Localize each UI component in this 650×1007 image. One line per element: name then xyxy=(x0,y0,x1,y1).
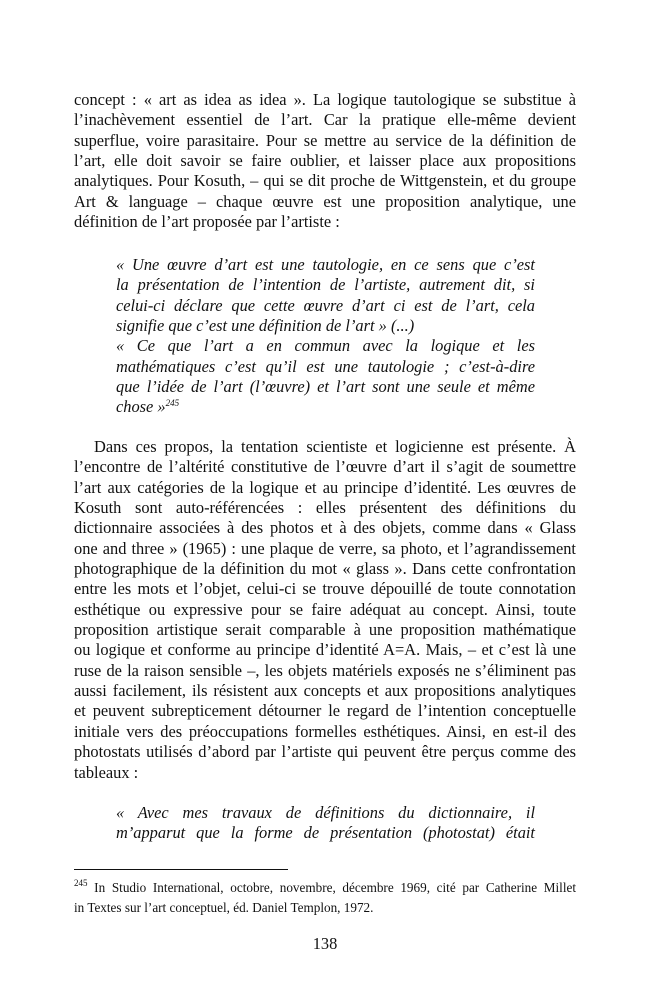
text-line xyxy=(116,275,535,295)
line-text: Dans ces propos, la tentation scientiste et logicienne est présente. À xyxy=(94,437,576,456)
text-line xyxy=(74,539,576,559)
text-line xyxy=(116,397,535,417)
line-text: dictionnaire associées à des photos et à des objets, comme dans « Glass xyxy=(74,518,576,538)
text-line xyxy=(74,742,576,762)
line-text: ou logique et conforme au principe d’identité A=A. Mais, – et c’est là une xyxy=(74,640,576,660)
line-text: la présentation de l’intention de l’artiste, autrement dit, si xyxy=(116,275,535,295)
text-line xyxy=(74,90,576,110)
text-line xyxy=(74,518,576,538)
text-line xyxy=(74,701,576,721)
text-line xyxy=(74,212,576,232)
line-text: esthétique ou expressive pour se faire adéquat au concept. Ainsi, toute xyxy=(74,599,576,619)
text-line xyxy=(74,192,576,212)
footnote xyxy=(74,878,576,919)
text-line xyxy=(74,151,576,171)
line-text: initiale vers des préoccupations formelles esthétiques. Ainsi, en est-il des xyxy=(74,721,576,741)
footnote-line: in Textes sur l’art conceptuel, éd. Daniel Templon, 1972. xyxy=(74,900,374,916)
text-line xyxy=(116,316,535,336)
line-text: « Une œuvre d’art est une tautologie, en ce sens que c’est xyxy=(116,255,535,274)
text-line xyxy=(116,336,535,356)
text-line xyxy=(74,457,576,477)
text-line xyxy=(74,763,576,783)
line-text: superflue, voire parasitaire. Pour se mettre au service de la définition de xyxy=(74,130,576,150)
line-text: « Ce que l’art a en commun avec la logique et les xyxy=(116,336,535,356)
footnote-reference[interactable]: 245 xyxy=(165,398,180,409)
text-line xyxy=(74,110,576,130)
line-text: entre les mots et l’objet, celui-ci se trouve dépouillé de toute connotation xyxy=(74,579,576,599)
line-text: aussi facilement, ils résistent aux concepts et aux propositions analytiques xyxy=(74,681,576,701)
line-text: ruse de la raison sensible –, les objets matériels exposés ne s’éliminent pas xyxy=(74,660,576,680)
line-text: analytiques. Pour Kosuth, – qui se dit proche de Wittgenstein, et du groupe xyxy=(74,171,576,191)
block-quote-2 xyxy=(116,803,535,844)
line-text: l’art aux catégories de la logique et au principe d’identité. Les œuvres de xyxy=(74,477,576,497)
text-line xyxy=(74,171,576,191)
line-text: l’inachèvement essentiel de l’art. Car la pratique elle-même devient xyxy=(74,110,576,130)
line-text: signifie que c’est une définition de l’art » (...) xyxy=(116,316,415,336)
line-text: concept : « art as idea as idea ». La logique tautologique se substitue à xyxy=(74,90,576,109)
line-text: définition de l’art proposée par l’artiste : xyxy=(74,212,340,232)
text-line xyxy=(74,559,576,579)
text-line xyxy=(116,377,535,397)
line-text: « Avec mes travaux de définitions du dictionnaire, il xyxy=(116,803,535,822)
line-text: photostats utilisés d’abord par l’artiste qui peuvent être perçus comme des xyxy=(74,742,576,762)
text-line xyxy=(74,640,576,660)
line-text: celui-ci déclare que cette œuvre d’art ci est de l’art, cela xyxy=(116,295,535,315)
body-paragraph-1 xyxy=(74,90,576,232)
line-text: que l’idée de l’art (l’œuvre) et l’art sont une seule et même xyxy=(116,377,535,397)
text-line xyxy=(74,722,576,742)
text-line xyxy=(116,255,535,275)
text-line xyxy=(116,823,535,843)
line-text: m’apparut que la forme de présentation (photostat) était xyxy=(116,823,535,843)
text-line xyxy=(74,620,576,640)
line-text: l’encontre de l’altérité constitutive de l’œuvre d’art il s’agit de soumettre xyxy=(74,457,576,477)
text-line xyxy=(116,803,535,823)
line-text: mathématiques c’est qu’il est une tautologie ; c’est-à-dire xyxy=(116,356,535,376)
line-text: l’art, elle doit savoir se faire oublier, et laisser place aux propositions xyxy=(74,151,576,171)
footnote-line xyxy=(74,878,576,898)
text-line xyxy=(74,600,576,620)
line-text: Art & language – chaque œuvre est une proposition analytique, une xyxy=(74,191,576,211)
line-text: one and three » (1965) : une plaque de verre, sa photo, et l’agrandissement xyxy=(74,538,576,558)
footnote-number: 245 xyxy=(74,878,88,888)
text-line xyxy=(74,681,576,701)
text-line xyxy=(74,498,576,518)
text-line xyxy=(116,296,535,316)
footnote-text: In Studio International, octobre, novembre, décembre 1969, cité par Catherine Millet xyxy=(94,880,577,895)
block-quote-1 xyxy=(116,255,535,418)
text-line xyxy=(74,661,576,681)
text-line xyxy=(74,131,576,151)
body-paragraph-2 xyxy=(74,437,576,783)
text-line xyxy=(74,437,576,457)
text-line xyxy=(116,357,535,377)
line-text: photographique de la définition du mot « glass ». Dans cette confrontation xyxy=(74,559,576,579)
line-text: et peuvent subrepticement détourner le regard de l’intention conceptuelle xyxy=(74,701,576,721)
line-text: tableaux : xyxy=(74,762,139,782)
line-text: Kosuth sont auto-référencées : elles présentent des définitions du xyxy=(74,498,576,518)
line-text: chose » xyxy=(116,397,166,417)
text-line xyxy=(74,478,576,498)
line-text: proposition artistique serait comparable à une proposition mathématique xyxy=(74,620,576,640)
page-number: 138 xyxy=(312,934,338,953)
footnote-separator xyxy=(74,869,288,870)
text-line xyxy=(74,579,576,599)
